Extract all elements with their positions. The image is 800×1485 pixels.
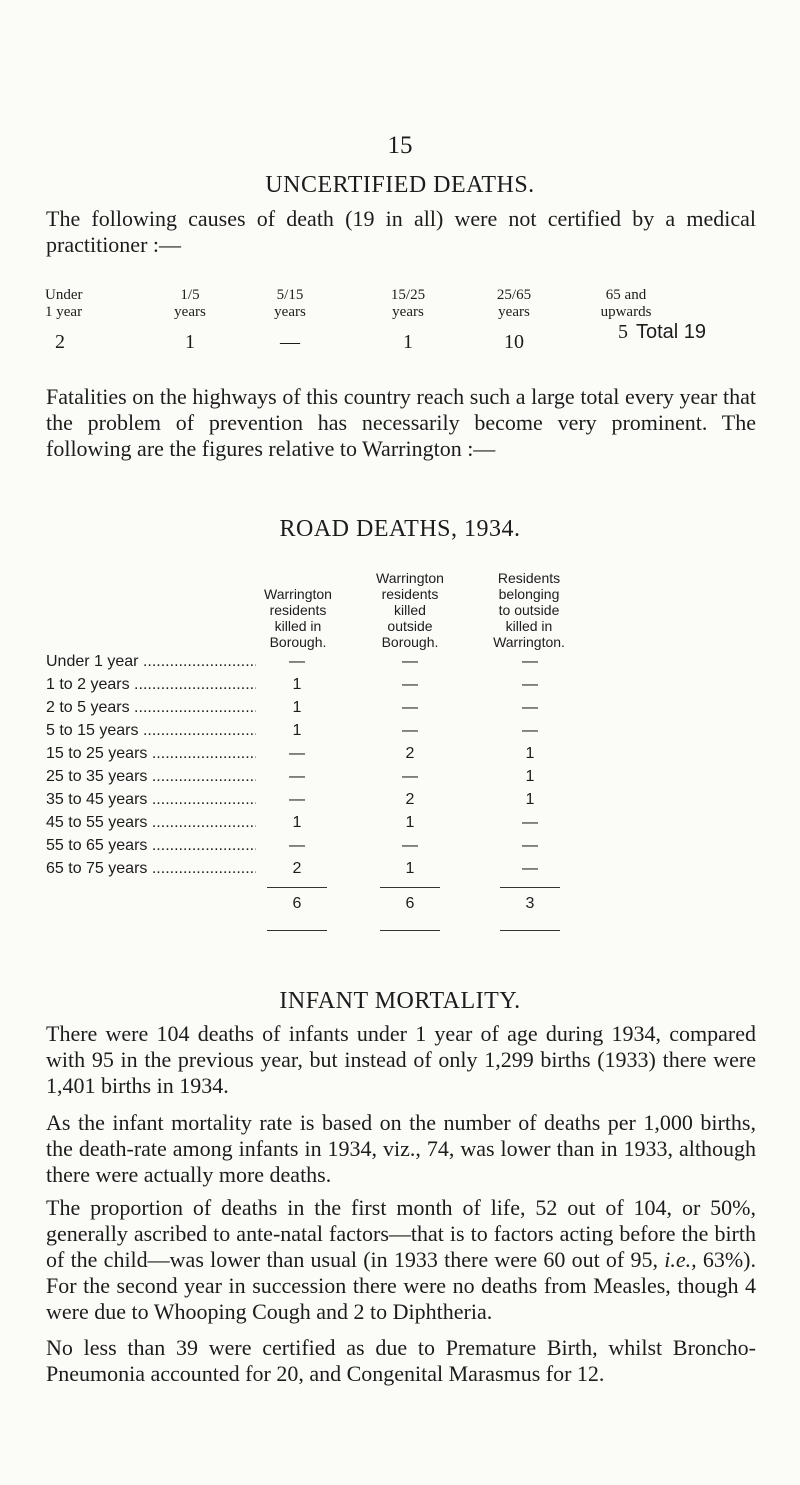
infant-paragraph-3: The proportion of deaths in the first month of life, 52 out of 104, or 50%, generally ascribed to ante-natal factors—that is to factors acting before the birth of the child—was lower than usual (in 1933 there were 60 out of 95, i.e., 63%). For the second year in succession there were no deaths from Measles, though 4 were due to Whooping Cough and 2 to Diphtheria.: [46, 1195, 756, 1324]
table-row: 1 to 2 years ..... 1 — —: [46, 676, 766, 698]
table-row: 35 to 45 years ..... — 2 1: [46, 791, 766, 813]
uncert-total: Total 19: [636, 321, 707, 343]
table-totals-row: [46, 895, 766, 917]
infant-mortality-heading: INFANT MORTALITY.: [279, 988, 521, 1014]
row-label: 25 to 35 years .....: [46, 768, 256, 786]
table-row: Under 1 year ..... — — —: [46, 653, 766, 675]
uncert-col-25-65: 25/65 years 10: [496, 287, 532, 353]
row-label: 15 to 25 years .....: [46, 745, 256, 763]
page-number: 15: [387, 132, 413, 159]
row-label: 65 to 75 years .....: [46, 860, 256, 878]
table-row: 25 to 35 years ..... — — 1: [46, 768, 766, 790]
fatalities-paragraph: Fatalities on the highways of this country reach such a large total every year that the problem of prevention has necessarily become very prominent. The following are the figures relative to Warrington :—: [46, 384, 756, 461]
row-label: 35 to 45 years .....: [46, 791, 256, 809]
road-col-header-outside-residents: Residents belonging to outside killed in Warrington.: [493, 570, 565, 650]
table-row: 55 to 65 years ..... — — —: [46, 837, 766, 859]
table-row: 45 to 55 years ..... 1 1 —: [46, 814, 766, 836]
table-row: 2 to 5 years ..... 1 — —: [46, 699, 766, 721]
table-row: 65 to 75 years ..... 2 1 —: [46, 860, 766, 882]
road-deaths-heading: ROAD DEATHS, 1934.: [279, 516, 521, 542]
total-rule-bottom-c: [500, 930, 560, 931]
total-b: 6: [405, 895, 415, 912]
road-col-header-outside-borough: Warrington residents killed outside Borough.: [376, 570, 444, 650]
uncert-col-5-15: 5/15 years —: [274, 287, 306, 353]
total-rule-top-b: [380, 887, 440, 888]
infant-paragraph-4: No less than 39 were certified as due to Premature Birth, whilst Broncho-Pneumonia accounted for 20, and Congenital Marasmus for 12.: [46, 1335, 756, 1386]
table-row: 5 to 15 years ..... 1 — —: [46, 722, 766, 744]
total-rule-top-a: [267, 887, 327, 888]
row-label: 45 to 55 years .....: [46, 814, 256, 832]
table-row: 15 to 25 years ..... — 2 1: [46, 745, 766, 767]
total-a: 6: [292, 895, 302, 912]
row-label: 2 to 5 years .....: [46, 699, 256, 717]
uncert-col-65-up: 65 and upwards 5: [600, 287, 652, 343]
uncertified-intro: The following causes of death (19 in all) were not certified by a medical practitioner :—: [46, 206, 756, 257]
infant-paragraph-2: As the infant mortality rate is based on the number of deaths per 1,000 births, the death-rate among infants in 1934, viz., 74, was lower than in 1933, although there were actually more deaths.: [46, 1110, 756, 1187]
total-c: 3: [525, 895, 535, 912]
uncert-col-1-5: 1/5 years 1: [174, 287, 206, 353]
total-rule-bottom-a: [267, 930, 327, 931]
row-label: Under 1 year .....: [46, 653, 256, 671]
uncertified-heading: UNCERTIFIED DEATHS.: [265, 172, 535, 198]
total-rule-bottom-b: [380, 930, 440, 931]
road-col-header-in-borough: Warrington residents killed in Borough.: [264, 586, 332, 650]
row-label: 55 to 65 years .....: [46, 837, 256, 855]
row-label: 5 to 15 years .....: [46, 722, 256, 740]
uncert-col-under-1: Under 1 year 2: [45, 287, 83, 353]
total-rule-top-c: [500, 887, 560, 888]
uncert-col-15-25: 15/25 years 1: [390, 287, 426, 353]
infant-paragraph-1: There were 104 deaths of infants under 1 year of age during 1934, compared with 95 in the previous year, but instead of only 1,299 births (1933) there were 1,401 births in 1934.: [46, 1021, 756, 1098]
row-label: 1 to 2 years .....: [46, 676, 256, 694]
